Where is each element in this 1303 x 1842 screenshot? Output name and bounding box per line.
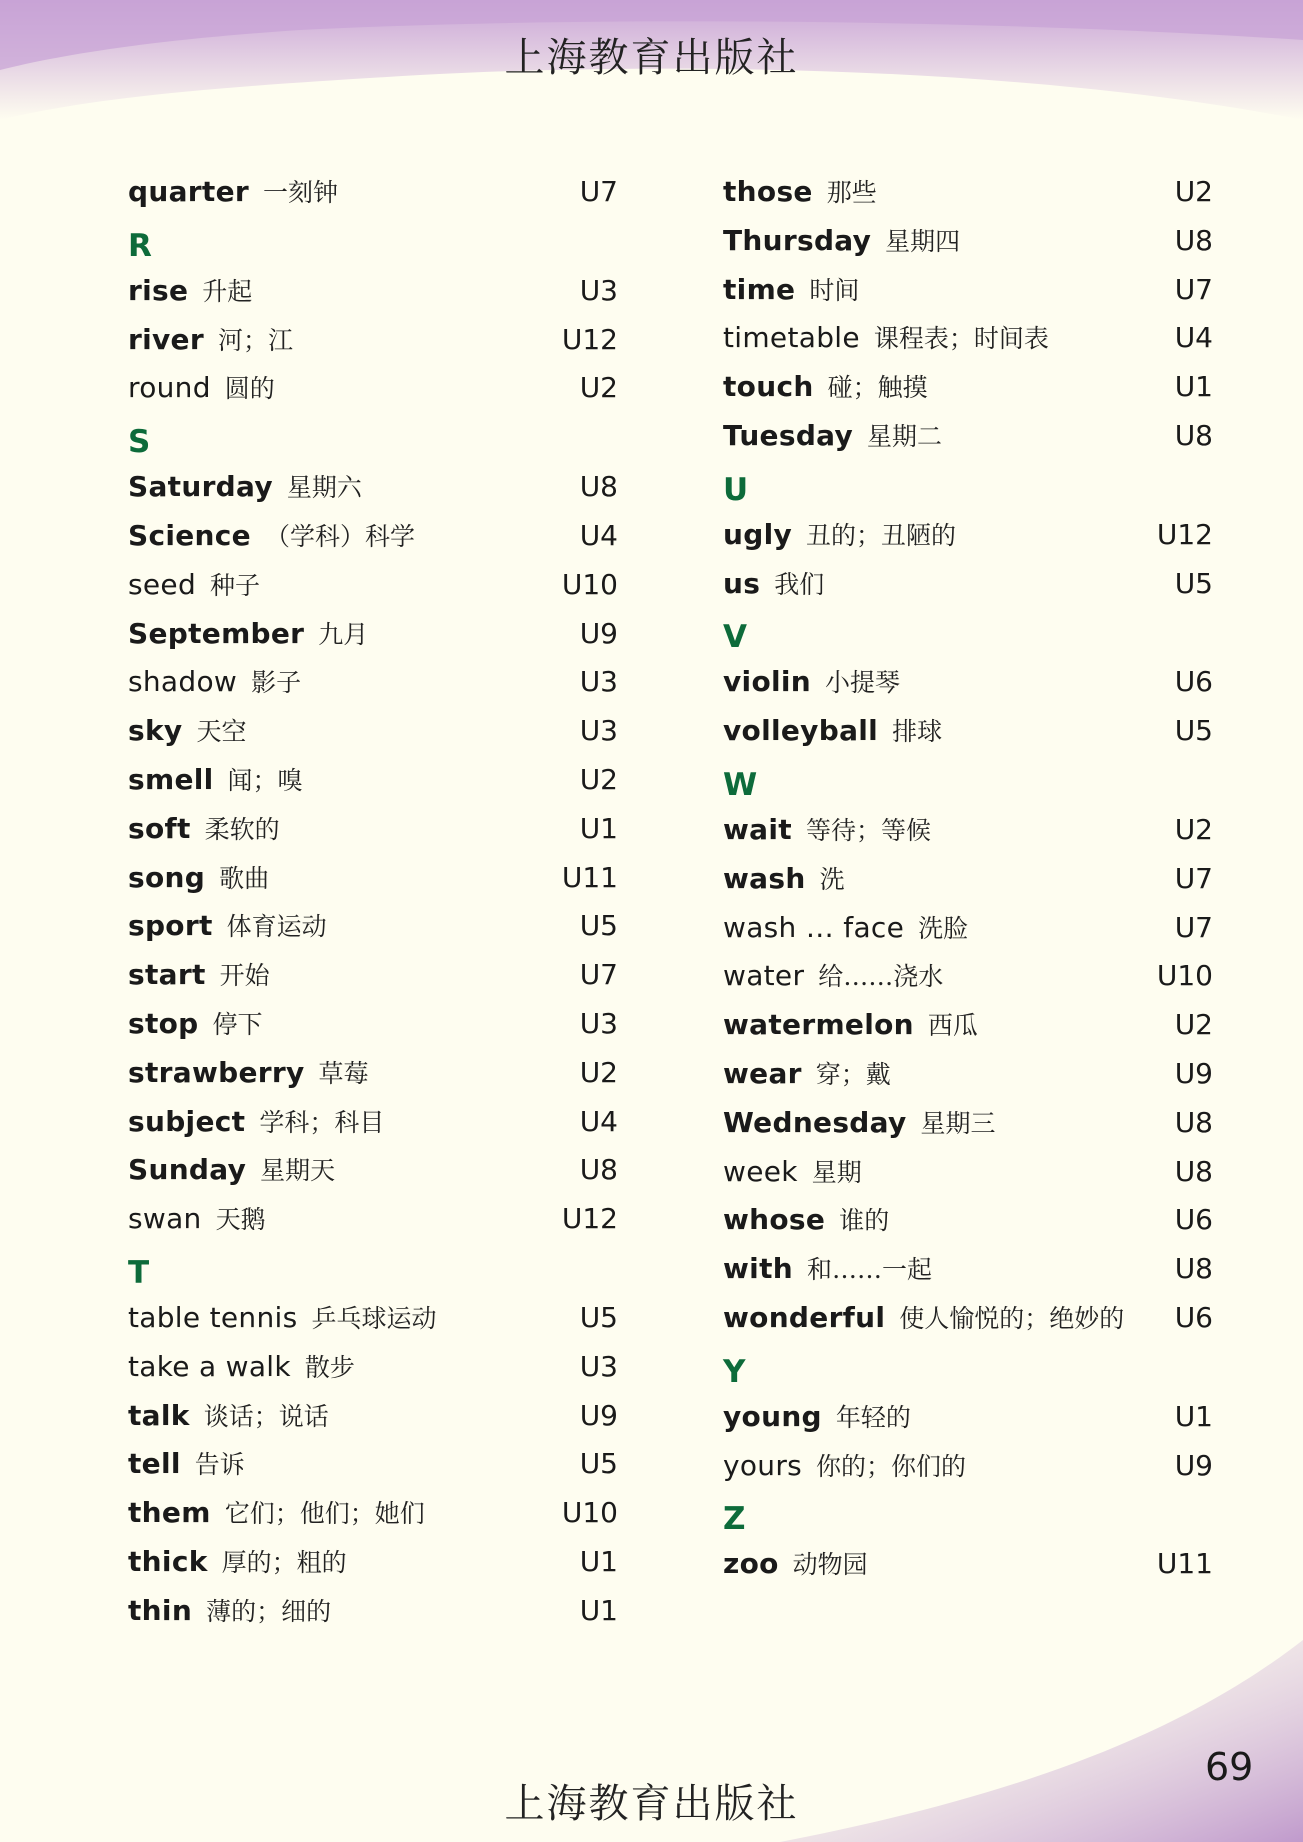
- glossary-entry: [128, 1538, 618, 1587]
- entry-unit: U3: [579, 273, 618, 307]
- glossary-entry: [723, 1393, 1213, 1442]
- entry-translation: 排球: [892, 717, 943, 747]
- entry-unit: U8: [579, 470, 618, 504]
- entry-word: ugly: [723, 517, 793, 551]
- glossary-entry: [128, 561, 618, 610]
- entry-unit: U7: [579, 958, 618, 992]
- entry-translation: 碰；触摸: [827, 373, 928, 403]
- entry-translation: 学科；科目: [259, 1107, 385, 1137]
- glossary-entry: [128, 707, 618, 756]
- entry-unit: U7: [579, 175, 618, 208]
- entry-unit: U3: [579, 714, 618, 748]
- entry-translation: 草莓: [318, 1058, 369, 1088]
- entry-unit: U11: [561, 860, 618, 894]
- entry-translation: 星期二: [867, 421, 943, 451]
- entry-word: sport: [128, 909, 213, 943]
- entry-translation: 你的；你们的: [816, 1451, 967, 1481]
- entry-word: young: [723, 1399, 822, 1433]
- glossary-left-column: [128, 168, 618, 1636]
- glossary-entry: [128, 1049, 618, 1098]
- entry-translation: 年轻的: [835, 1402, 911, 1432]
- entry-word: wear: [723, 1056, 802, 1090]
- entry-unit: U1: [1174, 370, 1213, 404]
- entry-translation: 体育运动: [226, 912, 327, 942]
- entry-unit: U5: [579, 909, 618, 943]
- entry-unit: U6: [1174, 665, 1213, 699]
- entry-word: Science: [128, 518, 251, 552]
- entry-word: touch: [723, 370, 814, 404]
- entry-unit: U8: [1174, 223, 1213, 257]
- glossary-entry: [723, 266, 1213, 315]
- entry-word: volleyball: [723, 714, 879, 748]
- entry-unit: U7: [1174, 910, 1213, 944]
- glossary-entry: [723, 1294, 1213, 1343]
- page-number: 69: [1205, 1745, 1254, 1789]
- glossary-entry: [723, 1245, 1213, 1294]
- entry-translation: 课程表；时间表: [873, 324, 1049, 354]
- entry-translation: 影子: [251, 668, 302, 698]
- entry-unit: U10: [561, 1496, 618, 1530]
- entry-unit: U7: [1174, 272, 1213, 306]
- entry-unit: U12: [561, 322, 618, 356]
- entry-translation: 谁的: [839, 1206, 890, 1236]
- entry-translation: 星期: [811, 1157, 862, 1187]
- entry-translation: 停下: [212, 1009, 263, 1039]
- entry-translation: 洗脸: [918, 913, 969, 943]
- entry-translation: 丑的；丑陋的: [806, 520, 957, 550]
- entry-unit: U2: [579, 371, 618, 405]
- entry-unit: U8: [579, 1153, 618, 1187]
- glossary-entry: [128, 756, 618, 805]
- entry-unit: U1: [579, 811, 618, 845]
- glossary-entry: [723, 168, 1213, 217]
- entry-unit: U2: [1174, 175, 1213, 208]
- glossary-entry: [128, 658, 618, 707]
- entry-word: thick: [128, 1544, 208, 1578]
- entry-translation: 散步: [304, 1352, 355, 1382]
- entry-word: seed: [128, 567, 197, 601]
- glossary-entry: [128, 1440, 618, 1489]
- entry-translation: 给……浇水: [818, 962, 944, 992]
- entry-translation: （学科）科学: [264, 521, 415, 551]
- glossary-entry: [128, 1000, 618, 1049]
- entry-word: Sunday: [128, 1153, 247, 1187]
- entry-word: river: [128, 322, 204, 356]
- entry-translation: 时间: [809, 275, 860, 305]
- entry-translation: 洗: [819, 864, 845, 894]
- section-letter: Z: [723, 1501, 746, 1538]
- glossary-entry: [128, 316, 618, 365]
- glossary-entry: [128, 512, 618, 561]
- glossary-entry: [128, 1489, 618, 1538]
- entry-word: strawberry: [128, 1055, 305, 1089]
- entry-word: shadow: [128, 665, 238, 699]
- glossary-entry: [723, 658, 1213, 707]
- entry-word: wash … face: [723, 910, 905, 944]
- entry-unit: U2: [1174, 812, 1213, 846]
- entry-unit: U8: [1174, 1252, 1213, 1286]
- section-letter: U: [723, 471, 749, 508]
- entry-translation: 柔软的: [204, 814, 280, 844]
- entry-translation: 厚的；粗的: [221, 1547, 347, 1577]
- entry-unit: U12: [561, 1202, 618, 1236]
- glossary-entry: [128, 1098, 618, 1147]
- entry-translation: 谈话；说话: [203, 1401, 329, 1431]
- entry-word: week: [723, 1154, 798, 1188]
- glossary-entry: [128, 610, 618, 659]
- entry-word: talk: [128, 1398, 190, 1432]
- glossary-entry: [128, 854, 618, 903]
- glossary-right-column: [723, 168, 1213, 1589]
- glossary-entry: [723, 806, 1213, 855]
- entry-translation: 星期天: [260, 1156, 336, 1186]
- entry-unit: U9: [579, 1398, 618, 1432]
- entry-word: with: [723, 1252, 793, 1286]
- glossary-entry: [128, 168, 618, 217]
- entry-translation: 星期六: [286, 473, 362, 503]
- glossary-entry: [723, 363, 1213, 412]
- glossary-entry: [128, 805, 618, 854]
- entry-translation: 九月: [318, 619, 369, 649]
- entry-unit: U3: [579, 665, 618, 699]
- entry-translation: 小提琴: [825, 668, 901, 698]
- entry-word: Saturday: [128, 470, 273, 504]
- entry-translation: 河；江: [217, 325, 293, 355]
- entry-translation: 和……一起: [806, 1255, 932, 1285]
- section-letter: W: [723, 766, 758, 803]
- glossary-entry: [723, 707, 1213, 756]
- entry-word: them: [128, 1496, 211, 1530]
- entry-word: Thursday: [723, 223, 872, 257]
- entry-word: wonderful: [723, 1300, 886, 1334]
- entry-translation: 那些: [826, 178, 877, 207]
- entry-unit: U5: [579, 1300, 618, 1334]
- section-letter: V: [723, 619, 747, 656]
- entry-unit: U8: [1174, 1105, 1213, 1139]
- section-letter: T: [128, 1254, 150, 1291]
- entry-unit: U3: [579, 1006, 618, 1040]
- entry-word: violin: [723, 665, 812, 699]
- entry-unit: U9: [579, 616, 618, 650]
- entry-word: September: [128, 616, 305, 650]
- entry-translation: 我们: [774, 569, 825, 599]
- glossary-entry: [128, 1343, 618, 1392]
- publisher-header: 上海教育出版社: [504, 35, 799, 81]
- entry-unit: U2: [579, 762, 618, 796]
- section-letter: Y: [723, 1353, 746, 1390]
- entry-word: those: [723, 175, 813, 208]
- entry-word: swan: [128, 1202, 202, 1236]
- glossary-entry: [128, 902, 618, 951]
- entry-translation: 它们；他们；她们: [224, 1499, 425, 1529]
- entry-word: sky: [128, 714, 183, 748]
- entry-translation: 星期四: [885, 226, 961, 256]
- entry-unit: U10: [561, 567, 618, 601]
- glossary-entry: [723, 412, 1213, 461]
- glossary-entry: [723, 560, 1213, 609]
- entry-translation: 一刻钟: [262, 178, 338, 207]
- entry-translation: 升起: [202, 276, 253, 306]
- entry-unit: U5: [1174, 566, 1213, 600]
- entry-word: quarter: [128, 175, 249, 208]
- section-letter: S: [128, 424, 151, 461]
- entry-translation: 穿；戴: [815, 1059, 891, 1089]
- entry-unit: U2: [1174, 1008, 1213, 1042]
- entry-translation: 天空: [196, 717, 247, 747]
- entry-translation: 动物园: [792, 1550, 868, 1580]
- glossary-entry: [128, 1392, 618, 1441]
- entry-translation: 薄的；细的: [206, 1596, 332, 1626]
- entry-word: water: [723, 959, 805, 993]
- glossary-entry: [723, 1540, 1213, 1589]
- glossary-entry: [723, 314, 1213, 363]
- entry-word: table tennis: [128, 1300, 298, 1334]
- glossary-entry: [128, 1195, 618, 1244]
- entry-unit: U9: [1174, 1056, 1213, 1090]
- entry-unit: U12: [1156, 517, 1213, 551]
- glossary-entry: [128, 364, 618, 413]
- glossary-entry: [723, 1196, 1213, 1245]
- entry-translation: 圆的: [224, 374, 275, 404]
- entry-word: tell: [128, 1447, 181, 1481]
- section-letter: R: [128, 227, 152, 264]
- entry-word: timetable: [723, 321, 860, 355]
- entry-unit: U4: [1174, 321, 1213, 355]
- entry-translation: 西瓜: [927, 1011, 978, 1041]
- entry-unit: U1: [579, 1544, 618, 1578]
- entry-word: Tuesday: [723, 418, 854, 452]
- glossary-entry: [723, 1001, 1213, 1050]
- entry-unit: U9: [1174, 1448, 1213, 1482]
- glossary-entry: [128, 463, 618, 512]
- entry-unit: U10: [1156, 959, 1213, 993]
- entry-word: wait: [723, 812, 792, 846]
- glossary-entry: [723, 904, 1213, 953]
- entry-word: take a walk: [128, 1349, 291, 1383]
- entry-word: stop: [128, 1006, 199, 1040]
- entry-word: song: [128, 860, 206, 894]
- entry-translation: 告诉: [194, 1450, 245, 1480]
- entry-word: Wednesday: [723, 1105, 907, 1139]
- entry-word: smell: [128, 762, 214, 796]
- entry-unit: U3: [579, 1349, 618, 1383]
- entry-word: soft: [128, 811, 191, 845]
- glossary-entry: [723, 1442, 1213, 1491]
- glossary-entry: [723, 217, 1213, 266]
- entry-word: yours: [723, 1448, 803, 1482]
- entry-word: zoo: [723, 1547, 779, 1581]
- entry-translation: 种子: [210, 570, 261, 600]
- entry-word: wash: [723, 861, 806, 895]
- entry-word: thin: [128, 1593, 193, 1627]
- entry-unit: U5: [1174, 714, 1213, 748]
- entry-translation: 使人愉悦的；绝妙的: [899, 1303, 1125, 1333]
- entry-unit: U7: [1174, 861, 1213, 895]
- glossary-entry: [128, 1146, 618, 1195]
- entry-unit: U6: [1174, 1203, 1213, 1237]
- entry-translation: 天鹅: [215, 1205, 266, 1235]
- entry-unit: U2: [579, 1055, 618, 1089]
- entry-translation: 歌曲: [219, 863, 270, 893]
- entry-word: start: [128, 958, 206, 992]
- entry-word: whose: [723, 1203, 826, 1237]
- glossary-entry: [128, 1294, 618, 1343]
- glossary-entry: [723, 511, 1213, 560]
- entry-unit: U6: [1174, 1300, 1213, 1334]
- glossary-entry: [128, 267, 618, 316]
- entry-unit: U1: [579, 1593, 618, 1627]
- glossary-entry: [723, 855, 1213, 904]
- entry-unit: U5: [579, 1447, 618, 1481]
- entry-translation: 乒乓球运动: [311, 1303, 437, 1333]
- entry-translation: 星期三: [920, 1108, 996, 1138]
- glossary-entry: [128, 951, 618, 1000]
- entry-translation: 闻；嗅: [227, 765, 303, 795]
- entry-word: subject: [128, 1104, 246, 1138]
- entry-unit: U4: [579, 1104, 618, 1138]
- entry-word: time: [723, 272, 796, 306]
- entry-unit: U1: [1174, 1399, 1213, 1433]
- entry-translation: 等待；等候: [805, 815, 931, 845]
- entry-translation: 开始: [219, 961, 270, 991]
- entry-unit: U4: [579, 518, 618, 552]
- glossary-entry: [723, 1099, 1213, 1148]
- glossary-entry: [723, 952, 1213, 1001]
- glossary-entry: [128, 1587, 618, 1636]
- entry-unit: U8: [1174, 1154, 1213, 1188]
- entry-unit: U11: [1156, 1547, 1213, 1581]
- entry-word: watermelon: [723, 1008, 914, 1042]
- publisher-footer: 上海教育出版社: [504, 1781, 799, 1827]
- glossary-entry: [723, 1148, 1213, 1197]
- entry-word: us: [723, 566, 761, 600]
- entry-word: rise: [128, 273, 189, 307]
- entry-word: round: [128, 371, 211, 405]
- glossary-entry: [723, 1050, 1213, 1099]
- entry-unit: U8: [1174, 418, 1213, 452]
